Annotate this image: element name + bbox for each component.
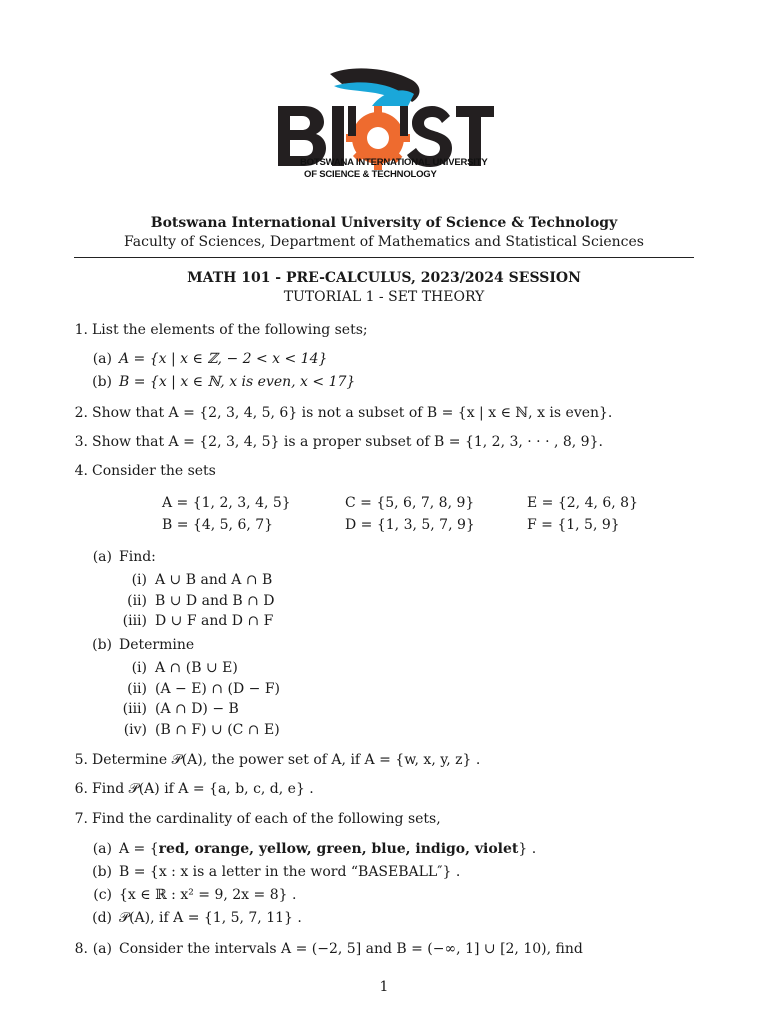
q3-number: 3. bbox=[74, 434, 88, 450]
q7-text: Find the cardinality of each of the following sets, bbox=[92, 811, 441, 827]
logo-caption-line1: BOTSWANA INTERNATIONAL UNIVERSITY bbox=[300, 157, 488, 168]
q1b-text: B = {x | x ∈ ℕ, x is even, x < 17} bbox=[119, 374, 356, 390]
page-number: 1 bbox=[379, 979, 389, 995]
header-divider bbox=[74, 257, 694, 258]
q7a-text bbox=[119, 841, 536, 857]
q4b-ii-text: (A − E) ∩ (D − F) bbox=[155, 681, 281, 697]
q5-number: 5. bbox=[74, 752, 88, 768]
q7a-label: (a) bbox=[92, 841, 112, 857]
q7c-text: {x ∈ ℝ : x² = 9, 2x = 8} . bbox=[119, 887, 297, 903]
q8-number: 8. bbox=[74, 941, 88, 957]
q4a-iii-label: (iii) bbox=[122, 613, 147, 629]
q4b-iii-text: (A ∩ D) − B bbox=[155, 701, 239, 717]
q4b-label: (b) bbox=[92, 637, 112, 653]
q4-text: Consider the sets bbox=[92, 463, 216, 479]
set-a: A = {1, 2, 3, 4, 5} bbox=[162, 495, 291, 511]
q4b-i-label: (i) bbox=[131, 660, 147, 676]
set-b: B = {4, 5, 6, 7} bbox=[162, 517, 274, 533]
q4a-ii-text: B ∪ D and B ∩ D bbox=[155, 593, 275, 609]
q1a-text: A = {x | x ∈ ℤ, − 2 < x < 14} bbox=[119, 351, 328, 367]
q7b-text: B = {x : x is a letter in the word “BASEBALL″} . bbox=[119, 864, 461, 880]
q4b-iv-label: (iv) bbox=[123, 722, 147, 738]
q7-number: 7. bbox=[74, 811, 88, 827]
set-c: C = {5, 6, 7, 8, 9} bbox=[345, 495, 475, 511]
university-name: Botswana International University of Science & Technology bbox=[150, 215, 618, 231]
q4a-ii-label: (ii) bbox=[127, 593, 147, 609]
q2-text: Show that A = {2, 3, 4, 5, 6} is not a subset of B = {x | x ∈ ℕ, x is even}. bbox=[92, 405, 613, 421]
q4a-iii-text: D ∪ F and D ∩ F bbox=[155, 613, 274, 629]
course-title: MATH 101 - PRE-CALCULUS, 2023/2024 SESSION bbox=[187, 270, 581, 286]
faculty-name: Faculty of Sciences, Department of Mathematics and Statistical Sciences bbox=[124, 234, 644, 250]
q4b-ii-label: (ii) bbox=[127, 681, 147, 697]
q7a-prefix: A = { bbox=[119, 841, 159, 857]
q6-number: 6. bbox=[74, 781, 88, 797]
q7c-label: (c) bbox=[93, 887, 112, 903]
q7d-label: (d) bbox=[92, 910, 112, 926]
q7a-colors: red, orange, yellow, green, blue, indigo, violet bbox=[158, 841, 519, 857]
tutorial-title: TUTORIAL 1 - SET THEORY bbox=[283, 289, 485, 305]
q1-text: List the elements of the following sets; bbox=[92, 322, 368, 338]
q7a-suffix: } . bbox=[518, 841, 537, 857]
set-d: D = {1, 3, 5, 7, 9} bbox=[345, 517, 475, 533]
logo-caption bbox=[300, 157, 490, 181]
q8a-text: Consider the intervals A = (−2, 5] and B = (−∞, 1] ∪ [2, 10), find bbox=[119, 941, 583, 957]
q7d-text: 𝒫(A), if A = {1, 5, 7, 11} . bbox=[119, 910, 302, 926]
q4a-i-text: A ∪ B and A ∩ B bbox=[155, 572, 273, 588]
q4a-label: (a) bbox=[92, 549, 112, 565]
q1-number: 1. bbox=[74, 322, 88, 338]
q6-text: Find 𝒫(A) if A = {a, b, c, d, e} . bbox=[92, 781, 314, 797]
q3-text: Show that A = {2, 3, 4, 5} is a proper subset of B = {1, 2, 3, · · · , 8, 9}. bbox=[92, 434, 603, 450]
q1a-label: (a) bbox=[92, 351, 112, 367]
set-f: F = {1, 5, 9} bbox=[527, 517, 620, 533]
q8a-label: (a) bbox=[92, 941, 112, 957]
q4a-i-label: (i) bbox=[131, 572, 147, 588]
q4b-iv-text: (B ∩ F) ∪ (C ∩ E) bbox=[155, 722, 280, 738]
logo-caption-line2: OF SCIENCE & TECHNOLOGY bbox=[304, 169, 437, 180]
q4b-text: Determine bbox=[119, 637, 195, 653]
q4b-i-text: A ∩ (B ∪ E) bbox=[155, 660, 238, 676]
q7b-label: (b) bbox=[92, 864, 112, 880]
q4b-iii-label: (iii) bbox=[122, 701, 147, 717]
set-e: E = {2, 4, 6, 8} bbox=[527, 495, 638, 511]
q1b-label: (b) bbox=[92, 374, 112, 390]
q4-number: 4. bbox=[74, 463, 88, 479]
q5-text: Determine 𝒫(A), the power set of A, if A = {w, x, y, z} . bbox=[92, 752, 481, 768]
q2-number: 2. bbox=[74, 405, 88, 421]
q4a-text: Find: bbox=[119, 549, 156, 565]
